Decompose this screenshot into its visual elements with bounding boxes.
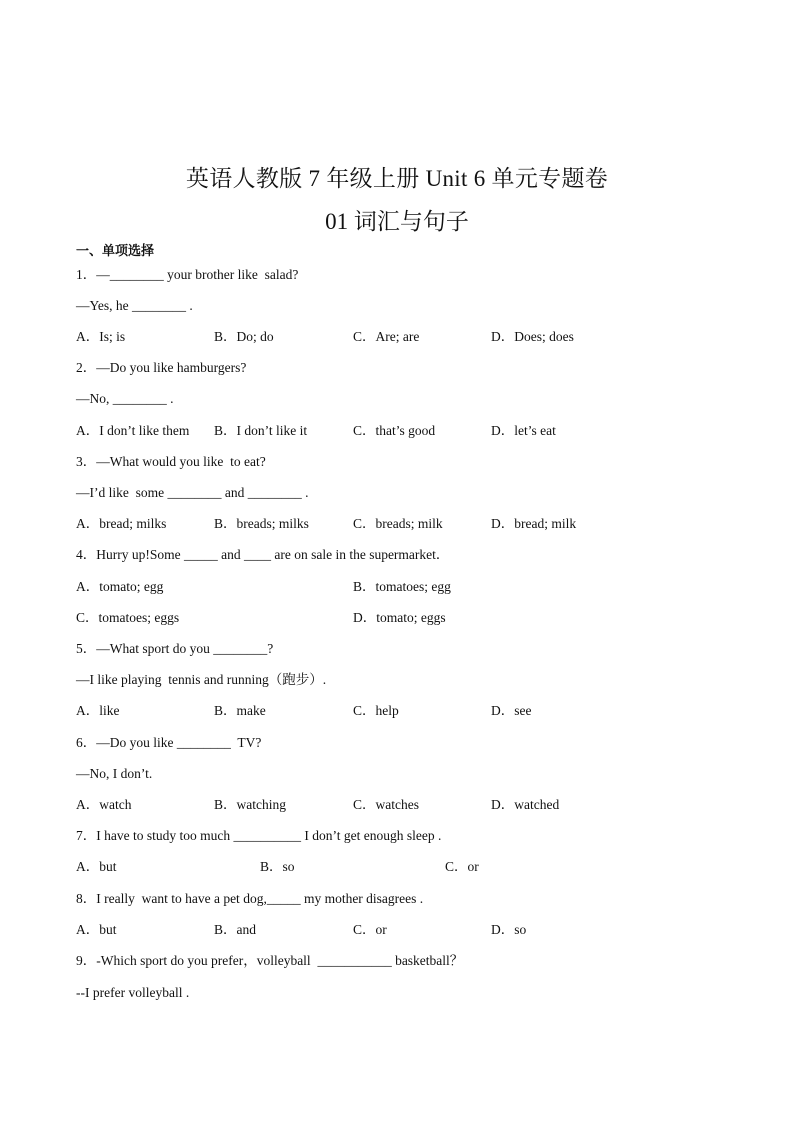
question-3-option-d[interactable]: D．bread; milk xyxy=(491,516,577,531)
question-8-option-c[interactable]: C．or xyxy=(353,922,387,937)
question-5-stem: 5．—What sport do you ________? xyxy=(76,641,274,656)
question-7-option-a[interactable]: A．but xyxy=(76,859,117,874)
question-8-option-b[interactable]: B．and xyxy=(214,922,256,937)
question-1-option-a[interactable]: A．Is; is xyxy=(76,329,126,344)
question-3-option-a[interactable]: A．bread; milks xyxy=(76,516,167,531)
question-8-stem: 8．I really want to have a pet dog,_____ my mother disagrees . xyxy=(76,891,424,906)
question-3-response: —I’d like some ________ and ________ . xyxy=(76,485,309,500)
question-3-stem: 3．—What would you like to eat? xyxy=(76,454,266,469)
question-4-option-d[interactable]: D．tomato; eggs xyxy=(353,610,446,625)
question-3-option-c[interactable]: C．breads; milk xyxy=(353,516,443,531)
question-8-option-a[interactable]: A．but xyxy=(76,922,117,937)
question-2-option-c[interactable]: C．that’s good xyxy=(353,423,436,438)
question-8-option-d[interactable]: D．so xyxy=(491,922,527,937)
question-1-stem: 1．—________ your brother like salad? xyxy=(76,267,299,282)
question-6-option-a[interactable]: A．watch xyxy=(76,797,132,812)
question-7-option-c[interactable]: C．or xyxy=(445,859,479,874)
question-5-option-c[interactable]: C．help xyxy=(353,703,399,718)
question-2-stem: 2．—Do you like hamburgers? xyxy=(76,360,247,375)
question-2-response: —No, ________ . xyxy=(76,391,174,406)
question-5-response: —I like playing tennis and running（跑步）. xyxy=(76,672,327,687)
question-4-stem: 4．Hurry up!Some _____ and ____ are on sale in the supermarket． xyxy=(76,547,450,562)
question-2-option-b[interactable]: B．I don’t like it xyxy=(214,423,308,438)
question-6-option-d[interactable]: D．watched xyxy=(491,797,560,812)
question-1-response: —Yes, he ________ . xyxy=(76,298,193,313)
question-6-response: —No, I don’t. xyxy=(76,766,153,781)
document-subtitle: 01 词汇与句子 xyxy=(325,209,469,234)
question-6-option-c[interactable]: C．watches xyxy=(353,797,419,812)
question-2-option-d[interactable]: D．let’s eat xyxy=(491,423,556,438)
question-2-option-a[interactable]: A．I don’t like them xyxy=(76,423,190,438)
question-5-option-a[interactable]: A．like xyxy=(76,703,120,718)
question-4-option-c[interactable]: C．tomatoes; eggs xyxy=(76,610,180,625)
question-4-option-b[interactable]: B．tomatoes; egg xyxy=(353,579,451,594)
question-5-option-b[interactable]: B．make xyxy=(214,703,266,718)
question-6-stem: 6．—Do you like ________ TV? xyxy=(76,735,262,750)
question-9-stem: 9．-Which sport do you prefer，volleyball ___________ basketball？ xyxy=(76,953,464,968)
question-7-option-b[interactable]: B．so xyxy=(260,859,295,874)
question-1-option-d[interactable]: D．Does; does xyxy=(491,329,574,344)
question-1-option-c[interactable]: C．Are; are xyxy=(353,329,420,344)
question-1-option-b[interactable]: B．Do; do xyxy=(214,329,274,344)
question-3-option-b[interactable]: B．breads; milks xyxy=(214,516,309,531)
question-6-option-b[interactable]: B．watching xyxy=(214,797,286,812)
question-5-option-d[interactable]: D．see xyxy=(491,703,532,718)
document-title: 英语人教版 7 年级上册 Unit 6 单元专题卷 xyxy=(185,166,609,191)
question-9-response: --I prefer volleyball . xyxy=(76,985,190,1000)
section-heading: 一、单项选择 xyxy=(76,244,155,259)
question-7-stem: 7．I have to study too much __________ I don’t get enough sleep . xyxy=(76,828,442,843)
question-4-option-a[interactable]: A．tomato; egg xyxy=(76,579,164,594)
